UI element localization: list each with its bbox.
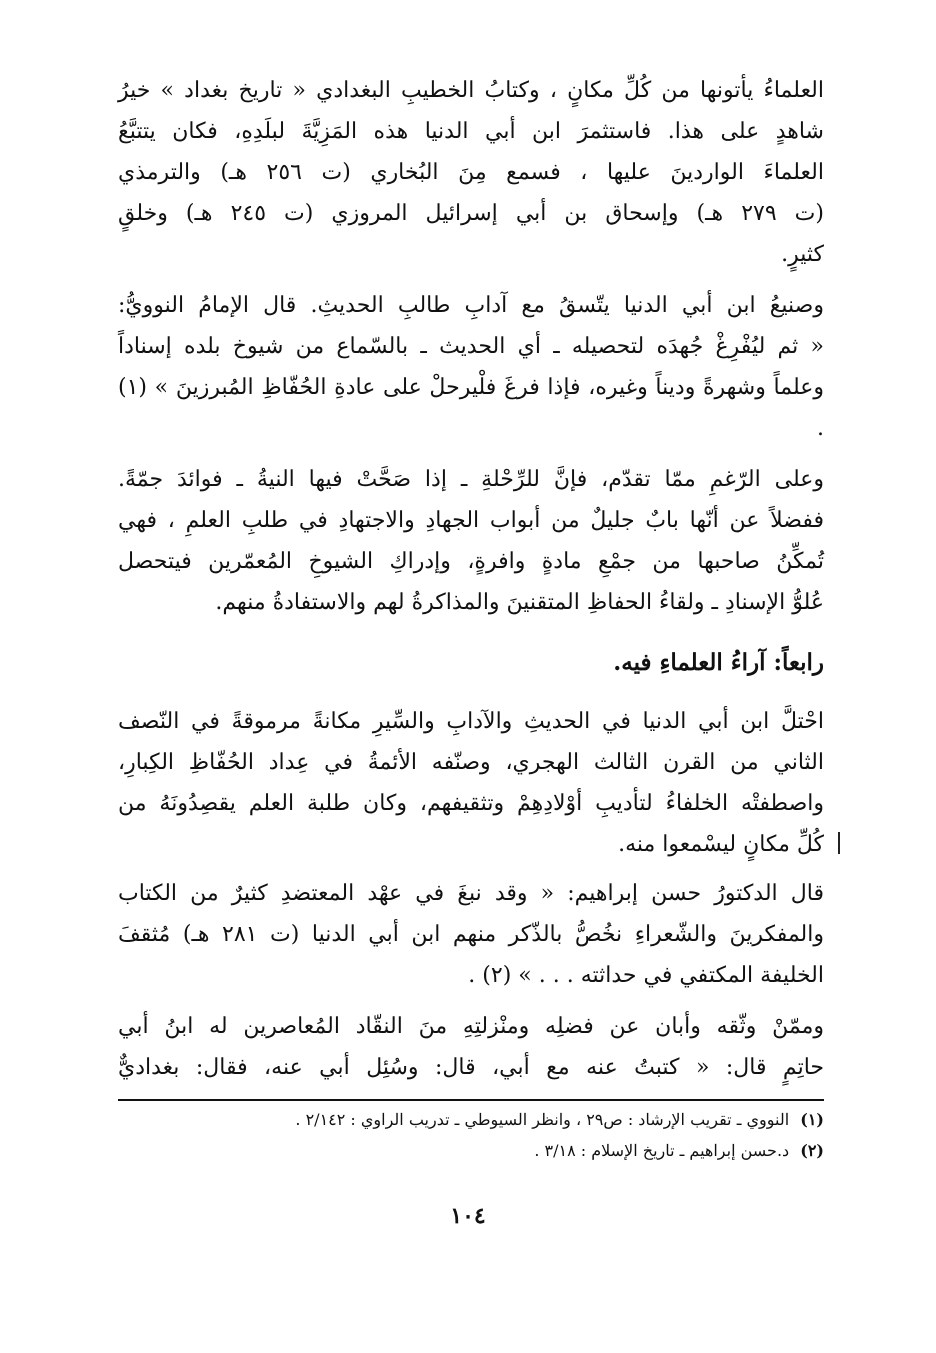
footnote-text: النووي ـ تقريب الإرشاد : ص٢٩ ، وانظر السيوطي ـ تدريب الراوي : ٢/١٤٢ . xyxy=(295,1110,790,1129)
footnote-2 xyxy=(118,1135,824,1166)
page-number: ١٠٤ xyxy=(450,1203,486,1229)
footnote-number: (١) xyxy=(800,1110,824,1129)
text-line: ففضلاً عن أنّها بابٌ جليلٌ من أبواب الجهادِ والاجتهادِ في طلبِ العلمِ ، فهي xyxy=(118,508,824,533)
text-line: الثاني من القرن الثالث الهجري، وصنّفه الأئمةُ في عِداد الحُفّاظِ الكِبارِ، xyxy=(118,750,824,775)
text-line: « ثم ليُفْرِغْ جُهدَه لتحصيله ـ أي الحديث ـ بالسّماع من شيوخ بلده إسناداً xyxy=(118,334,824,359)
paragraph-4 xyxy=(118,701,824,865)
text-line: واصطفتْه الخلفاءُ لتأديبِ أوْلادِهِمْ وتثقيفهم، وكان طلبة العلم يقصِدُونَهُ من xyxy=(118,791,824,816)
text-line: العلماءُ يأتونها من كُلِّ مكانٍ ، وكتابُ الخطيبِ البغدادي « تاريخ بغداد » خيرُ xyxy=(118,78,824,103)
paragraph-2 xyxy=(118,285,824,449)
text-line: شاهدٍ على هذا. فاستثمرَ ابن أبي الدنيا هذه المَزِيَّةَ لبلَدِهِ، فكان يتتبَّعُ xyxy=(118,119,824,144)
paragraph-6 xyxy=(118,1006,824,1088)
footnote-divider xyxy=(118,1099,824,1101)
text-line: قال الدكتورُ حسن إبراهيم: « وقد نبغَ في عهْد المعتضدِ كثيرٌ من الكتاب xyxy=(118,881,824,906)
text-line: كُلِّ مكانٍ ليسْمعوا منه. xyxy=(618,832,824,857)
paragraph-3 xyxy=(118,459,824,623)
text-line: (ت ٢٧٩ هـ) وإسحاق بن أبي إسرائيل المروزي (ت ٢٤٥ هـ) وخلقٍ xyxy=(118,201,824,226)
margin-mark xyxy=(838,832,840,854)
text-line: احْتلَّ ابن أبي الدنيا في الحديثِ والآدابِ والسِّيرِ مكانةً مرموقةً في النّصف xyxy=(118,709,824,734)
text-line: تُمكِّنُ صاحبها من جمْعِ مادةٍ وافرةٍ، وإدراكِ الشيوخِ المُعمّرين فيتحصل xyxy=(118,549,824,574)
paragraph-1 xyxy=(118,70,824,275)
footnote-number: (٢) xyxy=(800,1141,824,1160)
text-line: كثيرٍ. xyxy=(781,242,824,267)
paragraph-5 xyxy=(118,873,824,996)
section-heading: رابعاً: آراءُ العلماءِ فيه. xyxy=(613,649,824,676)
text-line: وصنيعُ ابن أبي الدنيا يتّسقُ مع آدابِ طالبِ الحديثِ. قال الإمامُ النوويُّ: xyxy=(118,293,824,318)
text-line: حاتِمٍ قال: « كتبتُ عنه مع أبي، قال: وسُئِل أبي عنه، فقال: بغداديٌّ xyxy=(118,1055,824,1080)
text-line: عُلوُّ الإسنادِ ـ ولقاءُ الحفاظِ المتقنينَ والمذاكرةُ لهم والاستفادةُ منهم. xyxy=(215,590,824,615)
text-line: والمفكرينَ والشّعراءِ نخُصُّ بالذّكر منهم ابن أبي الدنيا (ت ٢٨١ هـ) مُثقفَ xyxy=(118,922,824,947)
text-line: وممّنْ وثّقه وأبان عن فضلِه ومنْزلتِهِ منَ النقّاد المُعاصرين له ابنُ أبي xyxy=(118,1014,824,1039)
text-line: وعلى الرّغمِ ممّا تقدّم، فإنَّ للرِّحْلةِ ـ إذا صَحَّتْ فيها النيةُ ـ فوائدَ جمّةً. xyxy=(118,467,824,492)
footnote-text: د.حسن إبراهيم ـ تاريخ الإسلام : ٣/١٨ . xyxy=(534,1141,790,1160)
footnotes xyxy=(118,1104,824,1166)
footnote-1 xyxy=(118,1104,824,1135)
text-line: العلماءَ الواردينَ عليها ، فسمع مِنَ البُخاري (ت ٢٥٦ هـ) والترمذي xyxy=(118,160,824,185)
page-body xyxy=(118,70,824,1088)
text-line: وعلماً وشهرةً وديناً وغيره، فإذا فرغَ فلْيرحلْ على عادةِ الحُفّاظِ المُبرزينَ » (١) . xyxy=(118,375,824,441)
text-line: الخليفة المكتفي في حداثته . . . » (٢) . xyxy=(468,963,824,988)
